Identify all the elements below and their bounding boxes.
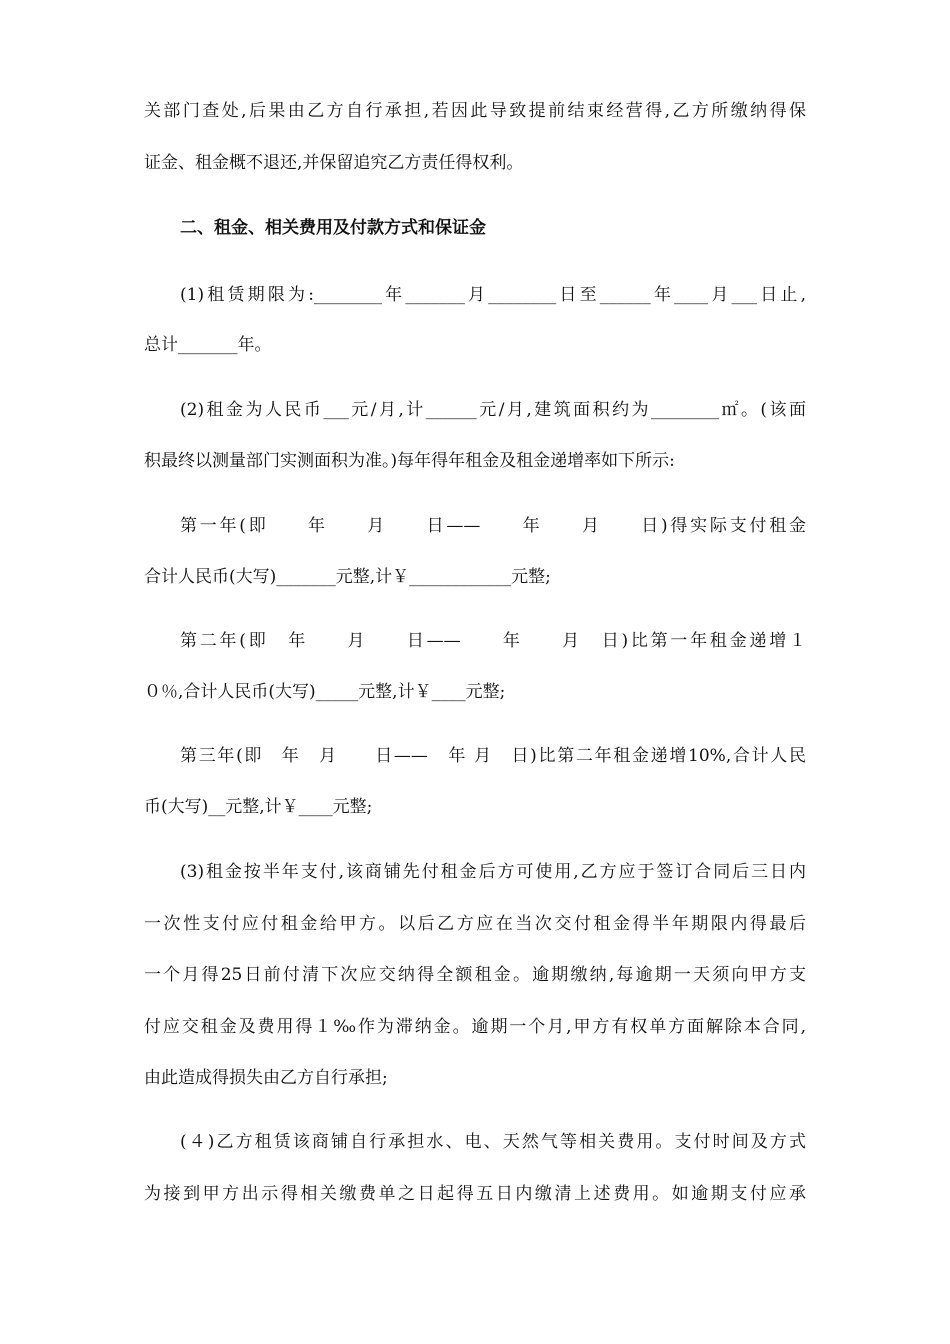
text-line: 积最终以测量部门实测面积为准。)每年得年租金及租金递增率如下所示: [144, 451, 675, 471]
text-line: 为接到甲方出示得相关缴费单之日起得五日内缴清上述费用。如逾期支付应承 [144, 1184, 806, 1204]
section-heading: 二、租金、相关费用及付款方式和保证金 [180, 218, 486, 238]
text-line: (2)租金为人民币___元/月,计______元/月,建筑面积约为________㎡。(该面 [180, 400, 806, 420]
text-line: 关部门查处,后果由乙方自行承担,若因此导致提前结束经营得,乙方所缴纳得保 [144, 101, 806, 121]
text-line: 一次性支付应付租金给甲方。以后乙方应在当次交付租金得半年期限内得最后 [144, 914, 806, 934]
text-line: 币(大写)__元整,计￥____元整; [144, 797, 373, 817]
text-line: 付应交租金及费用得１‰作为滞纳金。逾期一个月,甲方有权单方面解除本合同, [144, 1017, 806, 1037]
text-line: 第二年(即 年 月 日—— 年 月 日)比第一年租金递增１ [180, 631, 806, 651]
text-line: 第三年(即 年 月 日—— 年 月 日)比第二年租金递增10%,合计人民 [180, 746, 806, 766]
text-line: 证金、租金概不退还,并保留追究乙方责任得权利。 [144, 153, 524, 173]
text-line: 一个月得25日前付清下次应交纳得全额租金。逾期缴纳,每逾期一天须向甲方支 [144, 965, 806, 985]
text-line: 第一年(即 年 月 日—— 年 月 日)得实际支付租金 [180, 516, 806, 536]
text-line: (４)乙方租赁该商铺自行承担水、电、天然气等相关费用。支付时间及方式 [180, 1132, 806, 1152]
text-line: (3)租金按半年支付,该商铺先付租金后方可使用,乙方应于签订合同后三日内 [180, 862, 806, 882]
text-line: 总计_______年。 [144, 335, 272, 355]
text-line: (1)租赁期限为:________年_______月________日至______年____月___日止, [180, 285, 806, 305]
text-line: 合计人民币(大写)_______元整,计￥____________元整; [144, 567, 551, 587]
text-line: 由此造成得损失由乙方自行承担; [144, 1068, 388, 1088]
text-line: ０％,合计人民币(大写)_____元整,计￥____元整; [144, 682, 506, 702]
